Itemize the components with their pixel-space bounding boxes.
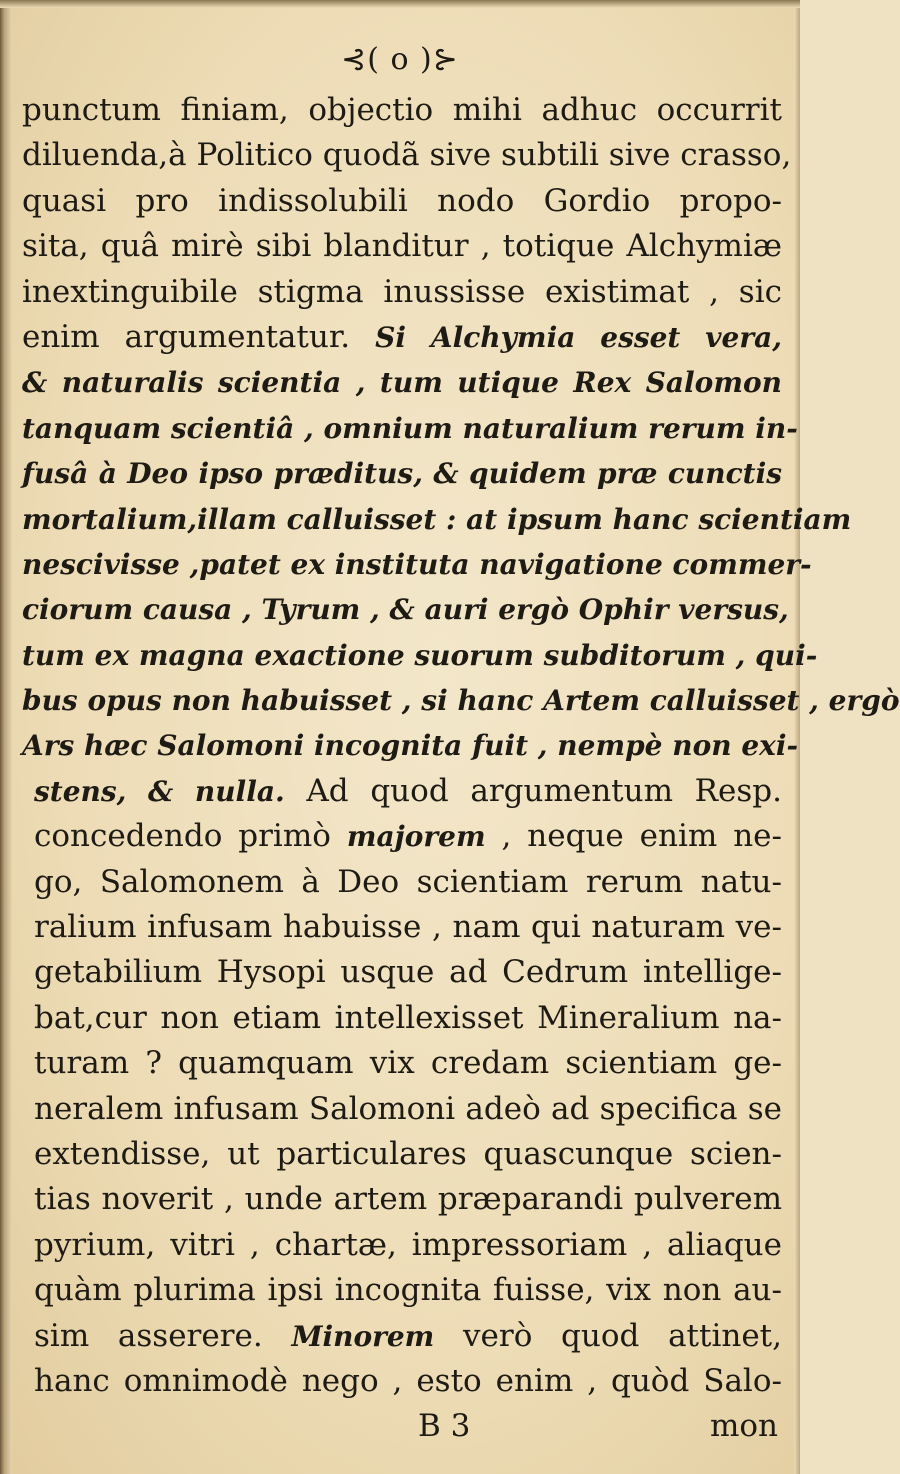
roman-text-span: diluenda,à Politico quodã sive subtili sive crasso,: [22, 137, 792, 174]
roman-text-span: turam ? quamquam vix credam scientiam ge-: [34, 1045, 782, 1082]
italic-text-span: stens, & nulla.: [34, 774, 285, 808]
italic-text-span: fusâ à Deo ipso præditus, & quidem præ cunctis: [22, 457, 782, 491]
page-footer: [0, 1404, 800, 1448]
roman-text-span: neralem infusam Salomoni adeò ad specifica se: [34, 1090, 782, 1127]
text-line: [22, 1223, 782, 1268]
text-line: [22, 1087, 782, 1132]
roman-text-span: getabilium Hysopi usque ad Cedrum intellige-: [34, 954, 782, 991]
roman-text-span: hanc omnimodè nego , esto enim , quòd Salo-: [34, 1362, 782, 1399]
italic-text-span: Minorem: [291, 1319, 435, 1353]
italic-text-span: Si Alchymia esset vera,: [375, 320, 782, 354]
catchword: mon: [709, 1408, 778, 1444]
text-line: [22, 1177, 782, 1222]
text-line: [22, 497, 852, 542]
roman-text-span: inextinguibile stigma inussisse existimat , sic: [22, 273, 782, 310]
text-line: [22, 315, 782, 360]
italic-text-span: bus opus non habuisset , si hanc Artem calluisset , ergò: [22, 684, 900, 718]
text-line: [22, 360, 782, 405]
roman-text-span: tias noverit , unde artem præparandi pulverem: [34, 1181, 782, 1218]
italic-text-span: ciorum causa , Tyrum , & auri ergò Ophir versus,: [22, 593, 789, 627]
text-line: [22, 1041, 782, 1086]
roman-text-span: , neque enim ne-: [485, 818, 782, 855]
text-line: [22, 769, 782, 814]
signature-mark: B 3: [418, 1408, 471, 1444]
roman-text-span: Ad quod argumentum Resp.: [284, 772, 782, 809]
page-top-edge: [0, 0, 800, 8]
text-line: [22, 1132, 782, 1177]
roman-text-span: pyrium, vitri , chartæ, impressoriam , aliaque: [34, 1226, 782, 1263]
text-line: [22, 950, 782, 995]
roman-text-span: punctum finiam, objectio mihi adhuc occurrit: [22, 92, 782, 128]
roman-text-span: bat,cur non etiam intellexisset Mineralium na-: [34, 999, 782, 1036]
roman-text-span: extendisse, ut particulares quascunque scien-: [34, 1135, 782, 1172]
italic-text-span: nescivisse ,patet ex instituta navigatione commer-: [22, 547, 812, 581]
text-line: [22, 633, 818, 678]
italic-text-span: tanquam scientiâ , omnium naturalium rerum in-: [22, 411, 798, 445]
text-line: [22, 451, 782, 496]
roman-text-span: quasi pro indissolubili nodo Gordio propo-: [22, 182, 782, 219]
text-line: [22, 406, 798, 451]
text-line: [22, 1268, 782, 1313]
text-line: [22, 88, 782, 133]
page-gutter-shadow: [0, 0, 12, 1474]
roman-text-span: verò quod attinet,: [434, 1317, 782, 1354]
body-text: [22, 88, 900, 1404]
text-line: [22, 270, 782, 315]
roman-text-span: go, Salomonem à Deo scientiam rerum natu-: [34, 863, 782, 900]
roman-text-span: ralium infusam habuisse , nam qui naturam ve-: [34, 909, 782, 946]
italic-text-span: Ars hæc Salomoni incognita fuit , nempè non exi-: [22, 729, 799, 763]
roman-text-span: sim asserere.: [34, 1317, 292, 1354]
text-line: [22, 587, 789, 632]
italic-text-span: tum ex magna exactione suorum subditorum , qui-: [22, 638, 818, 672]
text-line: [22, 905, 782, 950]
text-line: [22, 860, 782, 905]
text-line: [22, 678, 900, 723]
text-line: [22, 133, 792, 178]
italic-text-span: mortalium,illam calluisset : at ipsum hanc scientiam: [22, 502, 852, 536]
roman-text-span: quàm plurima ipsi incognita fuisse, vix non au-: [34, 1272, 782, 1309]
text-line: [22, 179, 782, 224]
italic-text-span: & naturalis scientia , tum utique Rex Salomon: [22, 366, 782, 400]
text-line: [22, 814, 782, 859]
text-line: [22, 542, 812, 587]
text-line: [22, 224, 782, 269]
text-line: [22, 996, 782, 1041]
roman-text-span: sita, quâ mirè sibi blanditur , totique Alchymiæ: [22, 228, 782, 265]
text-line: [22, 1314, 782, 1359]
text-line: [22, 723, 799, 768]
roman-text-span: enim argumentatur.: [22, 318, 376, 355]
text-line: [22, 1359, 782, 1404]
running-head-ornament: ⊰( o )⊱: [341, 42, 459, 77]
roman-text-span: concedendo primò: [34, 818, 347, 855]
italic-text-span: majorem: [346, 820, 486, 854]
